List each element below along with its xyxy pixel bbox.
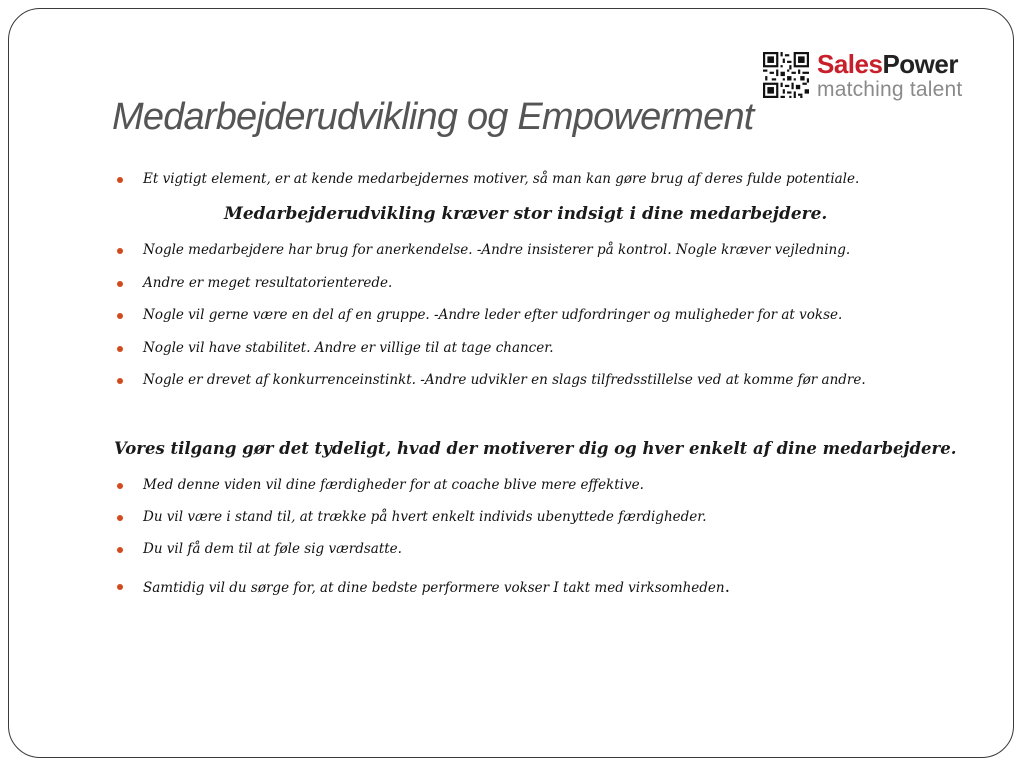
bullet-dot-icon [117, 483, 123, 489]
final-bullet-text: Samtidig vil du sørge for, at dine bedste performere vokser I takt med virksomheden [143, 580, 725, 596]
bullet-dot-icon [117, 313, 123, 319]
motive-bullet-2: Andre er meget resultatorienterede. [143, 275, 393, 291]
salespower-logo [763, 49, 1003, 101]
brand-name [817, 49, 958, 80]
intro-bullet-text: Et vigtigt element, er at kende medarbejdernes motiver, så man kan gøre brug af deres fulde potentiale. [143, 171, 860, 187]
bullet-dot-icon [117, 346, 123, 352]
brand-tagline: matching talent [817, 78, 963, 101]
motive-bullet-3: Nogle vil gerne være en del af en gruppe. -Andre leder efter udfordringer og muligheder for at vokse. [143, 307, 843, 323]
center-statement: Medarbejderudvikling kræver stor indsigt i dine medarbejdere. [224, 204, 828, 224]
slide-title: Medarbejderudvikling og Empowerment [112, 96, 754, 138]
motive-bullet-4: Nogle vil have stabilitet. Andre er villige til at tage chancer. [143, 340, 554, 356]
qr-code-icon [763, 52, 809, 98]
approach-bullet-3: Du vil få dem til at føle sig værdsatte. [143, 541, 402, 557]
motive-bullet-1: Nogle medarbejdere har brug for anerkendelse. -Andre insisterer på kontrol. Nogle kræver vejledning. [143, 242, 851, 258]
approach-heading: Vores tilgang gør det tydeligt, hvad der motiverer dig og hver enkelt af dine medarbejdere. [114, 439, 957, 458]
final-bullet-period: . [724, 577, 730, 597]
bullet-dot-icon [117, 177, 123, 183]
bullet-dot-icon [117, 378, 123, 384]
brand-power-text: Power [882, 49, 958, 79]
final-bullet [143, 577, 730, 597]
approach-bullet-1: Med denne viden vil dine færdigheder for at coache blive mere effektive. [143, 477, 644, 493]
bullet-dot-icon [117, 584, 123, 590]
bullet-dot-icon [117, 547, 123, 553]
approach-bullet-2: Du vil være i stand til, at trække på hvert enkelt individs ubenyttede færdigheder. [143, 509, 707, 525]
bullet-dot-icon [117, 281, 123, 287]
motive-bullet-5: Nogle er drevet af konkurrenceinstinkt. -Andre udvikler en slags tilfredsstillelse ved at komme før andre. [143, 372, 866, 388]
brand-sales-text: Sales [817, 49, 883, 79]
bullet-dot-icon [117, 248, 123, 254]
bullet-dot-icon [117, 515, 123, 521]
